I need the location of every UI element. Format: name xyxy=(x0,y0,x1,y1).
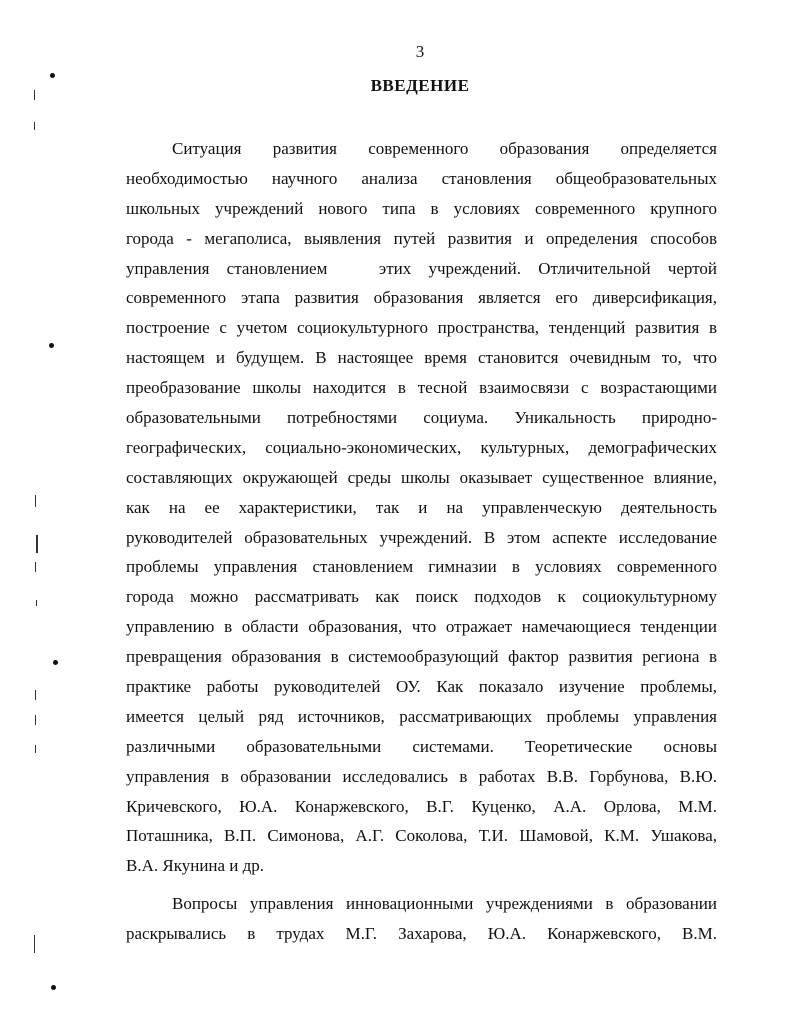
text-line: различными образовательными системами. Теоретические основы xyxy=(126,736,717,756)
text-line: Кричевского, Ю.А. Конаржевского, В.Г. Куценко, А.А. Орлова, М.М. xyxy=(126,796,717,816)
scan-mark xyxy=(34,122,35,130)
text-line: управления становлением этих учреждений. Отличительной чертой xyxy=(126,258,717,278)
text-line: необходимостью научного анализа становления общеобразовательных xyxy=(126,168,717,188)
text-line: школьных учреждений нового типа в условиях современного крупного xyxy=(126,198,717,218)
text-line: как на ее характеристики, так и на управленческую деятельность xyxy=(126,497,717,517)
text-line: Вопросы управления инновационными учреждениями в образовании xyxy=(172,894,717,914)
page-number: 3 xyxy=(415,42,425,61)
text-line: города - мегаполиса, выявления путей развития и определения способов xyxy=(126,228,717,248)
text-line: руководителей образовательных учреждений. В этом аспекте исследование xyxy=(126,527,717,547)
document-body xyxy=(126,134,717,949)
scan-mark xyxy=(35,745,36,753)
text-line: управлению в области образования, что отражает намечающиеся тенденции xyxy=(126,617,717,637)
text-line: географических, социально-экономических, культурных, демографических xyxy=(126,437,717,457)
text-line: составляющих окружающей среды школы оказывает существенное влияние, xyxy=(126,467,717,487)
text-line: превращения образования в системообразующий фактор развития региона в xyxy=(126,647,717,667)
scan-mark xyxy=(35,715,36,725)
text-line: образовательными потребностями социума. Уникальность природно- xyxy=(126,408,717,428)
scan-mark xyxy=(35,562,36,572)
text-line: имеется целый ряд источников, рассматривающих проблемы управления xyxy=(126,706,717,726)
text-line: преобразование школы находится в тесной взаимосвязи с возрастающими xyxy=(126,378,717,398)
text-line: города можно рассматривать как поиск подходов к социокультурному xyxy=(126,587,717,607)
scan-mark xyxy=(53,660,58,665)
page-title: ВВЕДЕНИЕ xyxy=(370,76,470,95)
scan-mark xyxy=(49,343,54,348)
text-line: современного этапа развития образования является его диверсификация, xyxy=(126,288,717,308)
scan-mark xyxy=(36,535,38,553)
text-line: Поташника, В.П. Симонова, А.Г. Соколова, Т.И. Шамовой, К.М. Ушакова, xyxy=(126,826,717,846)
paragraph xyxy=(126,889,717,949)
scan-mark xyxy=(34,935,35,953)
scan-mark xyxy=(35,495,36,507)
scan-mark xyxy=(35,690,36,700)
text-line: В.А. Якунина и др. xyxy=(126,856,265,876)
text-line: настоящем и будущем. В настоящее время становится очевидным то, что xyxy=(126,348,717,368)
text-line: практике работы руководителей ОУ. Как показало изучение проблемы, xyxy=(126,677,717,697)
text-line: Ситуация развития современного образования определяется xyxy=(172,139,717,158)
paragraph xyxy=(126,134,717,881)
text-line: раскрывались в трудах М.Г. Захарова, Ю.А. Конаржевского, В.М. xyxy=(126,924,717,944)
scan-mark xyxy=(36,600,37,606)
scan-mark xyxy=(51,985,56,990)
text-line: управления в образовании исследовались в работах В.В. Горбунова, В.Ю. xyxy=(126,766,717,786)
text-line: построение с учетом социокультурного пространства, тенденций развития в xyxy=(126,318,717,338)
text-line: проблемы управления становлением гимназии в условиях современного xyxy=(126,557,717,577)
